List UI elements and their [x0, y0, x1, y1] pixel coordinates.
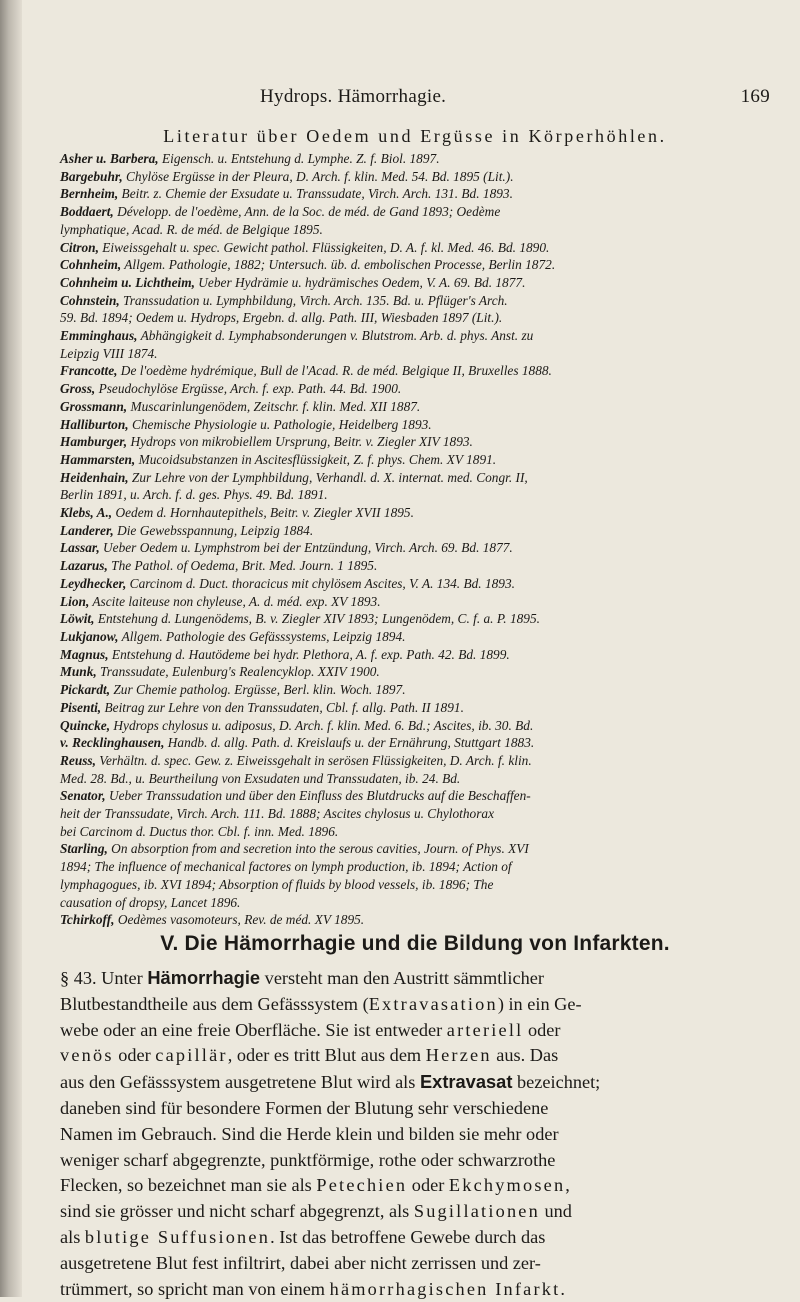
bold-term: Extravasat [419, 1071, 513, 1093]
reference-author: Pickardt, [60, 682, 111, 698]
reference-line [60, 203, 770, 221]
text-run: oder [113, 1045, 156, 1066]
body-line [60, 1096, 770, 1122]
text-run: , oder es tritt Blut aus dem [227, 1045, 426, 1066]
reference-line [60, 256, 770, 274]
reference-line [60, 433, 770, 451]
reference-text: Die Gewebsspannung, Leipzig 1884. [113, 522, 314, 538]
reference-line [60, 663, 770, 681]
reference-author: Landerer, [60, 522, 114, 538]
body-line [60, 1251, 770, 1277]
body-line [60, 1277, 770, 1302]
body-line [60, 1043, 770, 1069]
spaced-term: hämorrhagischen Infarkt [329, 1278, 561, 1299]
page-gutter-shadow [0, 0, 22, 1297]
reference-text: Med. 28. Bd., u. Beurtheilung von Exsudaten und Transsudaten, ib. 24. Bd. [60, 770, 461, 786]
reference-line [60, 239, 770, 257]
reference-text: Ueber Hydrämie u. hydrämisches Oedem, V. A. 69. Bd. 1877. [194, 274, 526, 290]
reference-text: Transsudation u. Lymphbildung, Virch. Arch. 135. Bd. u. Pflüger's Arch. [119, 292, 508, 308]
reference-author: Quincke, [60, 717, 111, 733]
reference-line [60, 681, 770, 699]
reference-line [60, 823, 770, 841]
reference-line [60, 610, 770, 628]
reference-text: 59. Bd. 1894; Oedem u. Hydrops, Ergebn. d. allg. Path. III, Wiesbaden 1897 (Lit.). [60, 310, 503, 326]
reference-text: Beitr. z. Chemie der Exsudate u. Transsudate, Virch. Arch. 131. Bd. 1893. [118, 186, 513, 202]
text-run: aus. Das [491, 1045, 559, 1066]
reference-text: Oedem d. Hornhautepithels, Beitr. v. Ziegler XVII 1895. [112, 505, 414, 521]
text-run: als [60, 1226, 85, 1247]
text-run: oder [523, 1019, 561, 1040]
section-title: V. Die Hämorrhagie und die Bildung von Infarkten. [160, 932, 670, 955]
reference-author: Bargebuhr, [60, 168, 123, 184]
text-run: oder [407, 1175, 449, 1196]
reference-line [60, 185, 770, 203]
reference-line [60, 221, 770, 239]
reference-text: The Pathol. of Oedema, Brit. Med. Journ. 1 1895. [107, 558, 378, 574]
reference-author: Lassar, [60, 540, 100, 556]
spaced-term: blutige Suffusionen [84, 1226, 271, 1247]
reference-author: Grossmann, [60, 398, 128, 414]
reference-line [60, 593, 770, 611]
text-run: , [565, 1175, 570, 1196]
text-run: aus den Gefässsystem ausgetretene Blut wird als [60, 1072, 420, 1093]
reference-line [60, 575, 770, 593]
reference-text: Zur Lehre von der Lymphbildung, Verhandl. d. X. internat. med. Congr. II, [128, 469, 528, 485]
reference-line [60, 894, 770, 912]
reference-line [60, 486, 770, 504]
reference-line [60, 734, 770, 752]
reference-text: Chylöse Ergüsse in der Pleura, D. Arch. f. klin. Med. 54. Bd. 1895 (Lit.). [122, 168, 514, 184]
reference-author: Leydhecker, [60, 575, 127, 591]
reference-text: Oedèmes vasomoteurs, Rev. de méd. XV 1895. [114, 912, 365, 928]
reference-line [60, 362, 770, 380]
reference-text: Eigensch. u. Entstehung d. Lymphe. Z. f. Biol. 1897. [158, 151, 440, 166]
reference-line [60, 345, 770, 363]
reference-text: Abhängigkeit d. Lymphabsonderungen v. Blutstrom. Arb. d. phys. Anst. zu [137, 328, 534, 344]
reference-author: Senator, [60, 788, 106, 804]
reference-author: Bernheim, [60, 186, 119, 202]
reference-text: 1894; The influence of mechanical factores on lymph production, ib. 1894; Action of [60, 859, 512, 875]
reference-line [60, 628, 770, 646]
reference-line [60, 398, 770, 416]
reference-author: Lazarus, [60, 558, 108, 574]
reference-author: Citron, [60, 239, 99, 255]
reference-text: causation of dropsy, Lancet 1896. [60, 894, 241, 910]
reference-line [60, 451, 770, 469]
reference-text: Mucoidsubstanzen in Ascitesflüssigkeit, Z. f. phys. Chem. XV 1891. [135, 451, 497, 467]
reference-author: Emminghaus, [60, 328, 138, 344]
reference-author: Lukjanow, [60, 628, 119, 644]
reference-text: Développ. de l'oedème, Ann. de la Soc. de méd. de Gand 1893; Oedème [113, 204, 501, 220]
reference-text: bei Carcinom d. Ductus thor. Cbl. f. inn. Med. 1896. [60, 823, 339, 839]
reference-text: Zur Chemie patholog. Ergüsse, Berl. klin. Woch. 1897. [110, 682, 406, 698]
spaced-term: Petechien [316, 1175, 408, 1196]
body-line [60, 1018, 770, 1044]
reference-text: lymphatique, Acad. R. de méd. de Belgique 1895. [60, 221, 323, 237]
text-run: ) in ein Ge- [497, 993, 582, 1014]
reference-text: heit der Transsudate, Virch. Arch. 111. Bd. 1888; Ascites chylosus u. Chylothorax [60, 806, 495, 822]
bold-term: Hämorrhagie [147, 967, 261, 988]
reference-line [60, 770, 770, 788]
body-line [60, 1148, 770, 1174]
reference-text: Verhältn. d. spec. Gew. z. Eiweissgehalt in serösen Flüssigkeiten, D. Arch. f. klin. [95, 752, 532, 768]
text-run: bezeichnet; [512, 1072, 601, 1093]
reference-line [60, 787, 770, 805]
reference-line [60, 469, 770, 487]
reference-list [60, 150, 770, 929]
reference-text: Eiweissgehalt u. spec. Gewicht pathol. Flüssigkeiten, D. A. f. kl. Med. 46. Bd. 1890. [98, 239, 550, 255]
reference-text: Leipzig VIII 1874. [60, 345, 158, 361]
reference-text: De l'oedème hydrémique, Bull de l'Acad. R. de méd. Belgique II, Bruxelles 1888. [117, 363, 552, 379]
spaced-term: venös [60, 1045, 114, 1066]
reference-author: Cohnstein, [60, 292, 120, 308]
reference-author: v. Recklinghausen, [60, 735, 165, 751]
reference-text: Muscarinlungenödem, Zeitschr. f. klin. Med. XII 1887. [127, 398, 421, 414]
reference-text: Handb. d. allg. Path. d. Kreislaufs u. der Ernährung, Stuttgart 1883. [164, 735, 535, 751]
spaced-term: Extravasation [368, 993, 498, 1014]
text-run: sind sie grösser und nicht scharf abgegrenzt, als [60, 1201, 414, 1222]
reference-author: Hammarsten, [60, 451, 136, 467]
reference-text: Ueber Transsudation und über den Einfluss des Blutdrucks auf die Beschaffen- [105, 788, 531, 804]
reference-author: Gross, [60, 381, 96, 397]
reference-author: Starling, [60, 841, 108, 857]
reference-author: Boddaert, [60, 204, 114, 220]
reference-text: Pseudochylöse Ergüsse, Arch. f. exp. Path. 44. Bd. 1900. [95, 381, 402, 397]
reference-author: Francotte, [60, 363, 118, 379]
reference-line [60, 911, 770, 929]
spaced-term: Sugillationen [413, 1201, 540, 1222]
reference-author: Löwit, [60, 611, 95, 627]
reference-text: Allgem. Pathologie des Gefässsystems, Leipzig 1894. [118, 628, 406, 644]
reference-line [60, 717, 770, 735]
body-line [60, 1122, 770, 1148]
spaced-term: arteriell [446, 1019, 524, 1040]
reference-text: Berlin 1891, u. Arch. f. d. ges. Phys. 49. Bd. 1891. [60, 487, 328, 503]
body-line [60, 965, 770, 992]
body-line [60, 1069, 770, 1096]
text-run: Flecken, so bezeichnet man sie als [60, 1175, 317, 1196]
body-line [60, 1173, 770, 1199]
reference-author: Heidenhain, [60, 469, 129, 485]
reference-author: Cohnheim u. Lichtheim, [60, 274, 195, 290]
text-run: versteht man den Austritt sämmtlicher [260, 968, 544, 988]
reference-line [60, 699, 770, 717]
reference-author: Pisenti, [60, 699, 102, 715]
reference-text: Allgem. Pathologie, 1882; Untersuch. üb. d. embolischen Processe, Berlin 1872. [121, 257, 556, 273]
body-paragraph [60, 965, 770, 1302]
body-line [60, 1225, 770, 1251]
reference-line [60, 168, 770, 186]
reference-text: Chemische Physiologie u. Pathologie, Heidelberg 1893. [128, 416, 432, 432]
spaced-term: capillär [155, 1045, 228, 1066]
reference-line [60, 646, 770, 664]
reference-author: Klebs, A., [60, 505, 113, 521]
reference-line [60, 380, 770, 398]
text-run: trümmert, so spricht man von einem [60, 1278, 330, 1299]
reference-line [60, 416, 770, 434]
text-run: daneben sind für besondere Formen der Blutung sehr verschiedene [60, 1097, 549, 1118]
reference-text: Ueber Oedem u. Lymphstrom bei der Entzündung, Virch. Arch. 69. Bd. 1877. [99, 540, 513, 556]
reference-line [60, 327, 770, 345]
reference-text: Carcinom d. Duct. thoracicus mit chylösem Ascites, V. A. 134. Bd. 1893. [126, 575, 515, 591]
text-run: webe oder an eine freie Oberfläche. Sie ist entweder [60, 1019, 447, 1040]
reference-text: lymphagogues, ib. XVI 1894; Absorption of fluids by blood vessels, ib. 1896; The [60, 876, 494, 892]
reference-author: Halliburton, [60, 416, 129, 432]
reference-line [60, 876, 770, 894]
running-head-title: Hydrops. Hämorrhagie. [260, 86, 447, 107]
reference-line [60, 557, 770, 575]
spaced-term: Ekchymosen [448, 1175, 566, 1196]
reference-author: Reuss, [60, 752, 96, 768]
reference-line [60, 309, 770, 327]
reference-line [60, 539, 770, 557]
reference-text: On absorption from and secretion into the serous cavities, Journ. of Phys. XVI [107, 841, 529, 857]
reference-author: Asher u. Barbera, [60, 151, 159, 166]
spaced-term: Herzen [425, 1045, 492, 1066]
reference-line [60, 752, 770, 770]
reference-author: Magnus, [60, 646, 109, 662]
literature-heading: Literatur über Oedem und Ergüsse in Körperhöhlen. [163, 126, 667, 146]
reference-author: Cohnheim, [60, 257, 122, 273]
reference-line [60, 805, 770, 823]
text-run: § 43. Unter [60, 968, 148, 988]
text-run: Namen im Gebrauch. Sind die Herde klein und bilden sie mehr oder [60, 1123, 559, 1144]
body-line [60, 1199, 770, 1225]
reference-text: Hydrops von mikrobiellem Ursprung, Beitr. v. Ziegler XIV 1893. [127, 434, 473, 450]
reference-text: Beitrag zur Lehre von den Transsudaten, Cbl. f. allg. Path. II 1891. [101, 699, 464, 715]
text-run: . Ist das betroffene Gewebe durch das [270, 1226, 546, 1247]
reference-line [60, 858, 770, 876]
reference-author: Lion, [60, 593, 90, 609]
reference-author: Hamburger, [60, 434, 128, 450]
reference-text: Ascite laiteuse non chyleuse, A. d. méd. exp. XV 1893. [89, 593, 381, 609]
reference-text: Transsudate, Eulenburg's Realencyklop. XXIV 1900. [96, 664, 380, 680]
reference-text: Entstehung d. Lungenödems, B. v. Ziegler XIV 1893; Lungenödem, C. f. a. P. 1895. [94, 611, 540, 627]
reference-author: Tchirkoff, [60, 912, 115, 928]
text-run: Blutbestandtheile aus dem Gefässsystem ( [60, 993, 369, 1014]
reference-line [60, 150, 770, 168]
reference-author: Munk, [60, 664, 97, 680]
text-run: ausgetretene Blut fest infiltrirt, dabei aber nicht zerrissen und zer- [60, 1252, 541, 1273]
text-run: und [539, 1201, 572, 1222]
body-line [60, 992, 770, 1018]
reference-text: Entstehung d. Hautödeme bei hydr. Plethora, A. f. exp. Path. 42. Bd. 1899. [108, 646, 510, 662]
text-run: weniger scharf abgegrenzte, punktförmige, rothe oder schwarzrothe [60, 1149, 556, 1170]
reference-line [60, 274, 770, 292]
reference-line [60, 292, 770, 310]
reference-line [60, 504, 770, 522]
text-run: . [560, 1278, 565, 1299]
reference-line [60, 522, 770, 540]
reference-line [60, 840, 770, 858]
page-number: 169 [740, 86, 770, 107]
reference-text: Hydrops chylosus u. adiposus, D. Arch. f. klin. Med. 6. Bd.; Ascites, ib. 30. Bd. [110, 717, 534, 733]
